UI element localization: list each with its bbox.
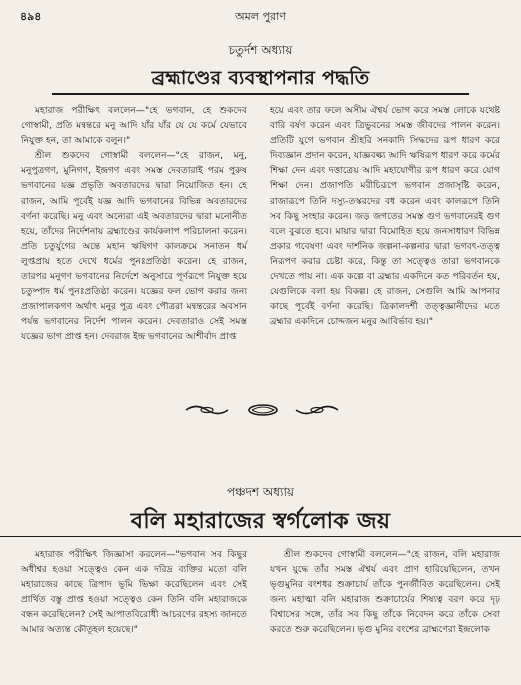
chapter-14-title-rule (52, 93, 469, 95)
paragraph: শ্রীল শুকদেব গোস্বামী বললেন—"হে রাজন, বলি মহারাজ যখন যুদ্ধে তাঁর সমস্ত ঐশ্বর্য এবং প্রাণ হারিয়েছিলেন, তখন ভৃগুমুনির বংশধর শুক্রাচার্য তাঁকে পুনর্জীবিত করেছিলেন। সেই জন্য মহাত্মা বলি মহারাজ শুক্রাচার্যের শিষ্যত্ব বরণ করে দৃঢ় বিশ্বাসের সঙ্গে, তাঁর সব কিছু তাঁকে নিবেদন করে তাঁকে সেবা করতে শুরু করেছিলেন। ভৃগু মুনির বংশের ব্রাহ্মণেরা ইন্দ্রলোক (270, 550, 500, 636)
chapter-14-left-column (21, 104, 247, 346)
paragraph: মহারাজ পরীক্ষিৎ বললেন—"হে ভগবান, হে শুকদেব গোস্বামী, প্রতি মন্বন্তরে মনু আদি যাঁর যাঁর যে যে কর্মে যেভাবে নিযুক্ত হন, তা আমাকে বলুন।" (21, 106, 247, 147)
chapter-14-right-column (270, 104, 500, 330)
ornament-center (246, 402, 280, 418)
chapter-15-left-column (21, 548, 247, 639)
chapter-15-right-column (270, 548, 500, 639)
ornament-left (184, 402, 230, 418)
chapter-15-label: পঞ্চদশ অধ্যায় (227, 485, 294, 499)
page-number: ৪৯৪ (20, 10, 42, 23)
paragraph: শ্রীল শুকদেব গোস্বামী বললেন—"হে রাজন, মনু, মনুপুত্রগণ, মুনিগণ, ইন্দ্রগণ এবং সমস্ত দেবতারাই পরম পুরুষ ভগবানের যজ্ঞ প্রভৃতি অবতারদের দ্বারা নিয়োজিত হন। হে রাজন, আমি পূর্বেই যজ্ঞ আদি ভগবানের বিভিন্ন অবতারদের বর্ণনা করেছি। মনু এবং অন্যেরা এই অবতারদের দ্বারা মনোনীত হয়ে, তাঁদের নির্দেশনায় ব্রহ্মাণ্ডের কার্যকলাপ পরিচালনা করেন। প্রতি চতুর্যুগের অন্তে মহান ঋষিগণ কালক্রমে সনাতন ধর্ম লুপ্তপ্রায় হতে দেখে ধর্মের পুনঃপ্রতিষ্ঠা করেন। হে রাজন, তারপর মনুগণ ভগবানের নির্দেশে অনুসারে পূর্ণরূপে নিযুক্ত হয়ে চতুষ্পাদ ধর্ম পুনঃপ্রতিষ্ঠা করেন। যজ্ঞের ফল ভোগ করার জন্য প্রজাপালকগণ অর্থাৎ মনুর পুত্র এবং পৌত্ররা মন্বন্তরের অবসান পর্যন্ত ভগবানের নির্দেশ পালন করেন। দেবতারাও সেই সমস্ত যজ্ঞের ভাগ প্রাপ্ত হন। দেবরাজ ইন্দ্র ভগবানের আশীর্বাদ প্রাপ্ত (21, 151, 247, 343)
paragraph: মহারাজ পরীক্ষিৎ জিজ্ঞাসা করলেন—"ভগবান সব কিছুর অধীশ্বর হওয়া সত্ত্বেও কেন এক দরিদ্র ব্যক্তির মতো বলি মহারাজের কাছে ত্রিপাদ ভূমি ভিক্ষা করেছিলেন এবং সেই প্রার্থিত বস্তু প্রাপ্ত হওয়া সত্ত্বেও কেন তিনি বলি মহারাজকে বন্ধন করেছিলেন? সেই আপাতবিরোধী আচরণের রহস্য জানতে আমার অত্যন্ত কৌতূহল হয়েছে।" (21, 550, 247, 636)
chapter-15-title: বলি মহারাজের স্বর্গলোক জয় (130, 509, 391, 534)
paragraph: হয়ে এবং তার ফলে অসীম ঐশ্বর্য ভোগ করে সমস্ত লোকে যথেষ্ট বারি বর্ষণ করেন এবং ত্রিভুবনের সমস্ত জীবদের পালন করেন। প্রতিটি যুগে ভগবান শ্রীহরি সনকাদি সিদ্ধদের রূপ ধারণ করে দিব্যজ্ঞান প্রদান করেন, যাজ্ঞবল্ক্য আদি ঋষিরূপ ধারণ করে কর্মের শিক্ষা দেন এবং দত্তাত্রেয় আদি মহাযোগীর রূপ ধারণ করে যোগ শিক্ষা দেন। প্রজাপতি মরীচিরূপে ভগবান প্রজাসৃষ্টি করেন, রাজারূপে তিনি দস্যু-তস্করদের বধ করেন এবং কালরূপে তিনি সব কিছু সংহার করেন। জড় জগতের সমস্ত গুণ ভগবানেরই গুণ বলে বুঝতে হবে। মায়ার দ্বারা বিমোহিত হয়ে জনসাধারণ বিভিন্ন প্রকার গবেষণা এবং দার্শনিক জল্পনা-কল্পনার দ্বারা ভগবৎ-তত্ত্ব নিরূপণ করার চেষ্টা করে, কিন্তু তা সত্ত্বেও তারা ভগবানকে দেখতে পায় না। এক কল্পে বা ব্রহ্মার একদিনে কত পরিবর্তন হয়, যেগুলিকে বলা হয় বিকল্প। হে রাজন, সেগুলি আমি আপনার কাছে পূর্বেই বর্ণনা করেছি। ত্রিকালদর্শী তত্ত্বজ্ঞানীদের মতে ব্রহ্মার একদিনে চোদ্দজন মনুর আবির্ভাব হয়।" (270, 106, 500, 328)
chapter-15-title-rule (0, 536, 521, 537)
chapter-14-title: ব্রহ্মাণ্ডের ব্যবস্থাপনার পদ্ধতি (151, 67, 370, 89)
chapter-14-label: চতুর্দশ অধ্যায় (228, 43, 293, 57)
page-header (0, 8, 521, 24)
running-title: অমল পুরাণ (235, 10, 286, 23)
ornament-right (294, 402, 340, 418)
